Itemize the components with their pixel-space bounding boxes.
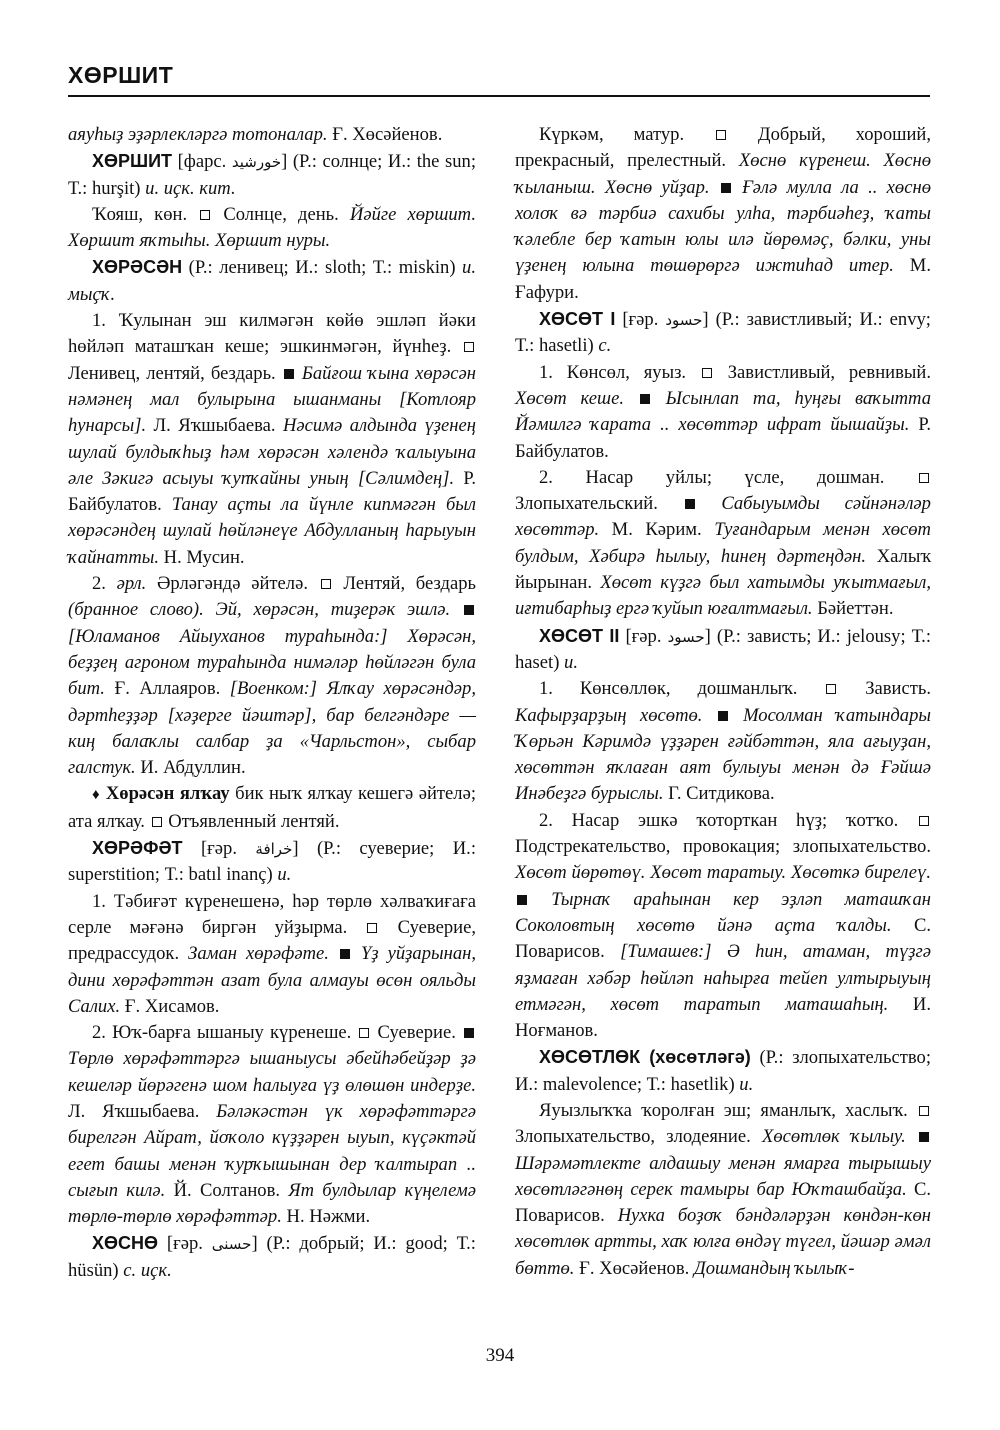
text-run: Завистливый, ревнивый. xyxy=(713,361,931,383)
text-run: Злопыхательский. xyxy=(515,493,683,515)
russian-marker-icon xyxy=(359,1028,369,1038)
entry-khorshit xyxy=(68,148,476,202)
example-marker-icon xyxy=(919,1132,929,1142)
right-column xyxy=(515,122,931,1282)
text-run: Ленивец, лентяй, бездарь. xyxy=(68,362,282,384)
text-run: 2. Насар эшкә ҡоторткан һүҙ; ҡотҡо. xyxy=(539,809,917,831)
headword: ХӨРӘСӘН xyxy=(92,257,183,278)
text-run: ] (Р.: зависть; И.: jelousy; Т.: haset) xyxy=(515,625,931,673)
headword: ХӨСӨТЛӨК (хөсөтләгә) xyxy=(539,1047,751,1068)
text-run: Злопыхательство, злодеяние. xyxy=(515,1126,762,1148)
russian-marker-icon xyxy=(464,342,474,352)
text-run: Р. Байбулатов. xyxy=(515,414,931,462)
arabic-etymon: حسنى xyxy=(211,1235,252,1254)
text-run: Яуызлыҡҡа ҡоролған эш; яманлыҡ, хаслыҡ. xyxy=(539,1099,917,1121)
russian-marker-icon xyxy=(321,579,331,589)
text-run: С. Поварисов. xyxy=(515,1178,931,1227)
text-run: Подстрекательство, провокация; злопыхательство. xyxy=(515,836,931,858)
text-run: Зависть. xyxy=(838,678,932,700)
text-run: Суеверие. xyxy=(371,1022,462,1044)
text-run: Хөсөт кеше. xyxy=(515,387,638,409)
text-run: (Р.: злопыхательство; И.: malevolence; Т.: hasetlik) xyxy=(515,1047,932,1095)
phraseology xyxy=(68,781,476,835)
text-run: Ғ. Хөсәйенов. xyxy=(574,1257,694,1279)
sense xyxy=(515,1098,931,1282)
headword: ХӨРӘФӘТ xyxy=(92,838,183,859)
text-run: [ғәр. xyxy=(182,838,256,860)
text-run: Хөрәсән ялҡау xyxy=(100,783,230,805)
text-run: Туғандарым менән хөсөт булдым, Хәбирә һылыу, һинең дәртеңдән. xyxy=(515,519,931,567)
text-run: Нәсимә алдында үҙенең шулай булдыҡһыҙ һәм хөрәсән хәлендә ҡалыуына әле Зәкигә асыуы ҡупҡайны уның [Сәлимдең]. xyxy=(68,415,477,489)
entry-continuation xyxy=(68,122,476,148)
text-run: Г. Ситдикова. xyxy=(663,783,775,805)
example-marker-icon xyxy=(340,949,350,959)
entry-khosot-1 xyxy=(515,306,931,360)
example-marker-icon xyxy=(464,605,474,615)
text-run: ] (Р.: завистливый; И.: envy; Т.: hasetli) xyxy=(515,309,931,357)
headword: ХӨСӨТ II xyxy=(539,625,620,646)
text-run: и. иҫк. кит. xyxy=(145,177,236,199)
text-run: Хөсөт күҙгә был хатымды уҡытмағыл, иғтибарһыҙ ергә ҡуйып юғалтмағыл. xyxy=(515,572,931,620)
text-run: Суеверие, предрассудок. xyxy=(68,916,476,965)
text-run: Заман хөрәфәте. xyxy=(188,943,338,965)
text-run: [Военком:] Ялҡау хөрәсәндәр, дәртһеҙҙәр [хәҙерге йәштәр], бар белгәндәре — киң балаҡлы салбар ҙа «Чарльстон», сыбар галстук. xyxy=(68,678,476,779)
text-run: 2. Насар уйлы; үсле, дошман. xyxy=(539,466,917,488)
text-run: Н. Мусин. xyxy=(159,546,245,568)
text-run: 1. Көнсөл, яуыз. xyxy=(539,361,700,383)
text-run: Тырнаҡ араһынан кер эҙләп маташҡан Соколовтың хөсөтө йәнә аҫта ҡалды. xyxy=(515,888,931,936)
text-run: Күркәм, матур. xyxy=(539,124,715,145)
sense xyxy=(515,465,931,623)
russian-marker-icon xyxy=(919,1106,929,1116)
text-run: [фарс. xyxy=(172,151,232,173)
russian-marker-icon xyxy=(826,684,836,694)
text-run: Добрый, хороший, прекрасный, прелестный. xyxy=(515,124,931,172)
text-run: [ғәр. xyxy=(158,1233,212,1255)
example-marker-icon xyxy=(284,369,294,379)
russian-marker-icon xyxy=(919,816,929,826)
entry-khosotlok xyxy=(515,1044,931,1098)
text-run: М. Ғафури. xyxy=(515,255,931,303)
page-number: 394 xyxy=(485,1345,515,1366)
sense xyxy=(515,808,931,1045)
example-marker-icon xyxy=(464,1028,474,1038)
example-marker-icon xyxy=(685,499,695,509)
russian-marker-icon xyxy=(152,817,162,827)
text-run: Л. Яҡшыбаева. xyxy=(146,415,283,437)
text-run: Мосолман ҡатындары Ҡөрьән Кәримдә үҙҙәрен ғәйбәттән, яла ағыуҙан, хөсөттән яҡлаған аят булыуы менән дә Ғәйшә Инәбеҙгә бурыслы. xyxy=(515,704,931,805)
entry-khorasan xyxy=(68,254,476,308)
left-column xyxy=(68,122,476,1284)
text-run: 2. Юҡ-барға ышаныу күренеше. xyxy=(92,1022,358,1044)
example-marker-icon xyxy=(517,895,527,905)
text-run: [Тимашев:] Ә һин, атаман, түҙгә яҙмаған хәбәр һөйләп наһырға тейеп ултырыуың етмәгән, хөсөт таратып маташаһың. xyxy=(515,941,931,1015)
arabic-etymon: حسود xyxy=(665,311,703,330)
text-run: (бранное слово). Эй, хөрәсән, тиҙерәк эшлә. xyxy=(68,599,462,621)
text-run: Ғ. Аллаяров. xyxy=(104,678,230,700)
sense xyxy=(68,571,476,781)
text-run: Отъявленный лентяй. xyxy=(163,810,340,832)
arabic-etymon: خرافة xyxy=(255,840,293,859)
entry-khosno xyxy=(68,1230,476,1284)
text-run: Әрләгәндә әйтелә. xyxy=(146,573,319,595)
text-run: әрл. xyxy=(116,573,147,595)
headword: ХӨРШИТ xyxy=(92,151,173,172)
text-run: М. Кәрим. xyxy=(599,519,715,541)
diamond-icon: ♦ xyxy=(92,787,101,804)
entry-khorafat xyxy=(68,835,476,889)
text-run: Н. Нәжми. xyxy=(281,1206,371,1228)
sense xyxy=(68,202,476,255)
text-run: бик ныҡ ялҡау кешегә әйтелә; ата ялҡау. xyxy=(68,783,476,832)
headword: ХӨСӨТ I xyxy=(539,309,616,330)
text-run: Үҙ уйҙарынан, дини хөрәфәттән азат була алмауы өсөн ояльды Салих. xyxy=(68,943,476,1017)
text-run: Хөсөтлөк ҡылыу. xyxy=(761,1126,918,1148)
sense xyxy=(515,676,931,807)
sense xyxy=(68,889,476,1020)
text-run: Й. Солтанов. xyxy=(165,1179,289,1201)
text-run: Нухка боҙоҡ бәндәләрҙән көндән-көн хөсөтлөк артты, хаҡ юлға өндәү түгел, йәшәр әмәл бөттө. xyxy=(515,1205,932,1279)
text-run: Ғ. Хөсәйенов. xyxy=(327,124,443,145)
text-run: И. Ноғманов. xyxy=(515,993,931,1042)
text-run: Байғош ҡына хөрәсән нәмәнең мал булырына ышанманы [Котлояр һунарсы]. xyxy=(68,362,476,437)
text-run: С. Поварисов. xyxy=(515,914,931,963)
text-run: Шәрәмәтлекте алдашыу менән ямарға тырышыу хөсөтләгәнөң серек тамыры бар Юҡташбайҙа. xyxy=(515,1152,931,1200)
text-run: Сабыуымды сәйнәнәләр хөсөттәр. xyxy=(515,493,931,541)
text-run: ] (Р.: солнце; И.: the sun; Т.: hurşit) xyxy=(68,151,476,199)
text-run: 1. Ҡулынан эш килмәгән көйө эшләп йәки һөйләп маташҡан кеше; эшкинмәгән, йүнһеҙ. xyxy=(68,310,476,358)
text-run: [Юламанов Айыуханов тураһында:] Хөрәсән, беҙҙең агроном тураһында нимәләр һөйләгән була бит. xyxy=(68,625,476,700)
text-run: Ысынлап та, һуңғы ваҡытта Йәмилгә ҡарата .. хөсөттәр ифрат йышайҙы. xyxy=(515,387,931,436)
sense xyxy=(68,1020,476,1230)
text-run: [ғәр. xyxy=(619,625,668,647)
text-run: и. xyxy=(739,1073,754,1095)
example-marker-icon xyxy=(718,711,728,721)
entry-khosot-2 xyxy=(515,623,931,677)
text-run: Хөснө күренеш. Хөснө ҡыланыш. Хөснө уйҙар. xyxy=(515,150,931,198)
arabic-etymon: حسود xyxy=(667,627,705,646)
russian-marker-icon xyxy=(716,130,726,140)
text-run: Бәйеттән. xyxy=(812,598,894,620)
russian-marker-icon xyxy=(200,210,210,220)
text-run: Йәйге хөршит. Хөршит яҡтыһы. Хөршит нуры. xyxy=(68,203,476,252)
russian-marker-icon xyxy=(367,923,377,933)
sense xyxy=(515,122,931,306)
text-run: 1. Тәбиғәт күренешенә, һәр төрлө хәлваҡиғаға серле мәғәнә биргән уйҙырма. xyxy=(68,890,476,938)
example-marker-icon xyxy=(721,183,731,193)
text-run: и. xyxy=(277,864,292,886)
text-run: [ғәр. xyxy=(615,309,666,331)
text-run: 2. xyxy=(92,573,117,595)
text-run: с. иҫк. xyxy=(123,1259,172,1281)
text-run: Солнце, день. xyxy=(212,203,350,225)
text-run: ] (Р.: добрый; И.: good; Т.: hüsün) xyxy=(68,1233,476,1281)
text-run: Ҡояш, көн. xyxy=(92,203,199,225)
text-run: ] (Р.: суеверие; И.: superstition; Т.: batıl inanç) xyxy=(68,838,476,886)
text-run: с. xyxy=(598,335,612,357)
text-run: Халыҡ йырынан. xyxy=(515,545,931,594)
text-run: Ғәлә мулла ла .. хөснө холоҡ вә тәрбиә сахибы улһа, тәрбиәһеҙ, ҡаты ҡәлебле бер ҡатын юлы илә йөрөмәҫ, бәлки, уны үҙенең юлына төшөрөргә ижтиһад итер. xyxy=(515,176,931,277)
text-run: аяуһыҙ эҙәрлекләргә тотоналар. xyxy=(68,124,328,145)
text-run: Хөсөт йөрөтөү. Хөсөт таратыу. Хөсөткә бирелеү. xyxy=(515,862,931,884)
russian-marker-icon xyxy=(702,368,712,378)
text-run: Бәләкәстән үк хөрәфәттәргә бирелгән Айрат, йоҡоло күҙҙәрен ыуып, күҫәктәй егет башы менән ҡурҡышынан дер ҡалтырап .. сығып килә. xyxy=(68,1100,476,1201)
text-run: Ғ. Хисамов. xyxy=(120,995,220,1017)
text-run: Танау аҫты ла йүнле кипмәгән был хөрәсәндең шулай һөйләнеүе Абдулланың һарыуын ҡайнатты. xyxy=(68,494,476,568)
text-run: (Р.: ленивец; И.: sloth; Т.: miskin) xyxy=(182,257,463,279)
text-run: И. Абдуллин. xyxy=(135,757,246,779)
text-run: Төрлө хөрәфәттәргә ышаныусы әбейһәбейҙәр ҙә кешеләр йөрәгенә шом һалыуға үҙ өлөшөн индерҙе. xyxy=(68,1048,476,1096)
text-run: Л. Яҡшыбаева. xyxy=(68,1100,217,1122)
arabic-etymon: خورشيد xyxy=(231,153,282,172)
headword: ХӨСНӨ xyxy=(92,1233,159,1254)
russian-marker-icon xyxy=(919,473,929,483)
text-run: 1. Көнсөллөк, дошманлыҡ. xyxy=(539,678,825,700)
text-run: и. xyxy=(564,651,578,673)
text-run: Р. Байбулатов. xyxy=(68,467,476,516)
running-head-word: ХӨРШИТ xyxy=(68,62,174,88)
example-marker-icon xyxy=(640,394,650,404)
text-run: и. мыҫҡ. xyxy=(68,257,476,305)
text-run: Лентяй, бездарь xyxy=(332,573,477,595)
sense xyxy=(68,308,476,571)
text-run: Дошмандың ҡылыҡ- xyxy=(693,1257,855,1279)
text-run: Кафырҙарҙың хөсөтө. xyxy=(515,704,716,726)
running-header xyxy=(68,62,930,97)
sense xyxy=(515,360,931,465)
text-run: Ят булдылар күңелемә төрлө-төрлө хөрәфәттәр. xyxy=(68,1179,476,1228)
